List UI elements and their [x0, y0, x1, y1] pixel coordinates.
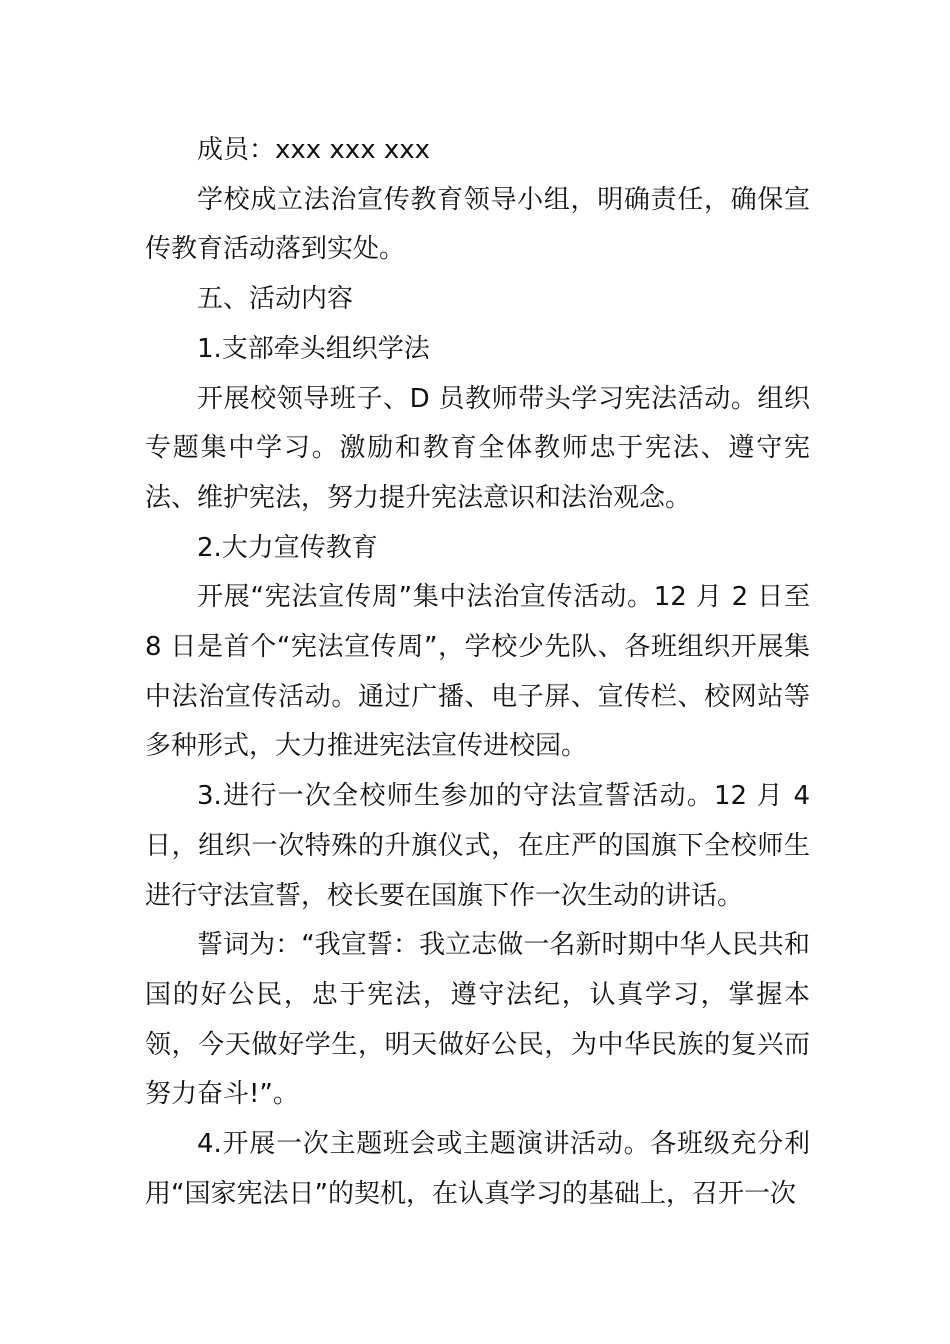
section-heading-activity-content: 五、活动内容: [197, 284, 354, 315]
paragraph-item-3: 3.进行一次全校师生参加的守法宣誓活动。12 月 4 日，组织一次特殊的升旗仪式，在庄严的国旗下全校师生进行守法宣誓，校长要在国旗下作一次生动的讲话。: [145, 781, 810, 911]
paragraph-members: 成员：xxx xxx xxx: [197, 135, 431, 165]
paragraph-item-4: 4.开展一次主题班会或主题演讲活动。各班级充分利用“国家宪法日”的契机，在认真学习的基础上，召开一次: [145, 1129, 810, 1209]
item-heading-1: 1.支部牵头组织学法: [197, 333, 430, 364]
paragraph-item-2: 开展“宪法宣传周”集中法治宣传活动。12 月 2 日至 8 日是首个“宪法宣传周”，学校少先队、各班组织开展集中法治宣传活动。通过广播、电子屏、宣传栏、校网站等多种形式，大力推进宪法宣传进校园。: [145, 582, 810, 762]
item-heading-2: 2.大力宣传教育: [197, 532, 378, 563]
paragraph-item-1: 开展校领导班子、D 员教师带头学习宪法活动。组织专题集中学习。激励和教育全体教师忠于宪法、遵守宪法、维护宪法，努力提升宪法意识和法治观念。: [145, 383, 810, 513]
paragraph-oath: 誓词为：“我宣誓：我立志做一名新时期中华人民共和国的好公民，忠于宪法，遵守法纪，认真学习，掌握本领，今天做好学生，明天做好公民，为中华民族的复兴而努力奋斗!”。: [145, 930, 810, 1110]
paragraph-leadership-group: 学校成立法治宣传教育领导小组，明确责任，确保宣传教育活动落到实处。: [145, 184, 810, 265]
document-body: [145, 126, 810, 1219]
